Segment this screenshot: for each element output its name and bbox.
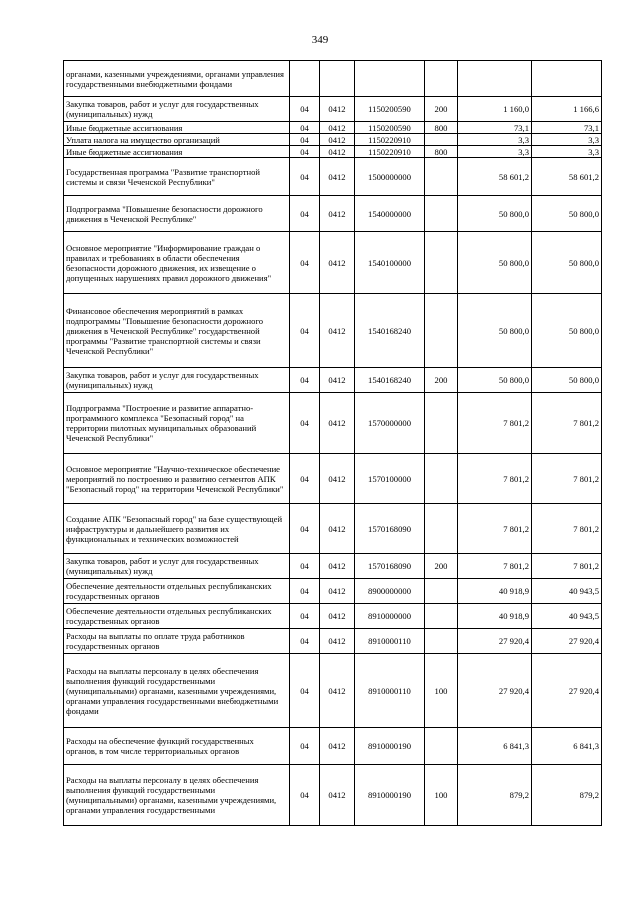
expense-type-cell — [425, 393, 458, 454]
target-article-cell: 1570000000 — [355, 393, 425, 454]
item-name-cell: органами, казенными учреждениями, органами управления государственными внебюджетными фондами — [64, 61, 290, 97]
budget-table — [63, 60, 602, 826]
amount-year2-cell: 50 800,0 — [532, 196, 602, 232]
amount-year2-cell: 7 801,2 — [532, 454, 602, 504]
table-row — [64, 294, 602, 368]
subsection-cell: 0412 — [320, 134, 355, 146]
subsection-cell: 0412 — [320, 196, 355, 232]
subsection-cell: 0412 — [320, 504, 355, 554]
table-row — [64, 454, 602, 504]
item-name-cell: Расходы на выплаты персоналу в целях обеспечения выполнения функций государственными (муниципальными) органами, казенными учреждениями, органами управления государственными — [64, 765, 290, 826]
expense-type-cell: 100 — [425, 654, 458, 728]
subsection-cell: 0412 — [320, 654, 355, 728]
subsection-cell: 0412 — [320, 232, 355, 294]
item-name-cell: Основное мероприятие "Научно-техническое обеспечение мероприятий по построению и развитию сегментов АПК "Безопасный город" на территории Чеченской Республики" — [64, 454, 290, 504]
item-name-cell: Закупка товаров, работ и услуг для государственных (муниципальных) нужд — [64, 554, 290, 579]
amount-year2-cell: 7 801,2 — [532, 393, 602, 454]
table-row — [64, 604, 602, 629]
section-cell: 04 — [290, 728, 320, 765]
expense-type-cell: 800 — [425, 146, 458, 158]
amount-year1-cell: 7 801,2 — [458, 393, 532, 454]
target-article-cell: 1540168240 — [355, 294, 425, 368]
item-name-cell: Государственная программа "Развитие транспортной системы и связи Чеченской Республики" — [64, 158, 290, 196]
amount-year1-cell: 27 920,4 — [458, 629, 532, 654]
target-article-cell: 8910000190 — [355, 765, 425, 826]
section-cell — [290, 61, 320, 97]
item-name-cell: Подпрограмма "Повышение безопасности дорожного движения в Чеченской Республике" — [64, 196, 290, 232]
subsection-cell: 0412 — [320, 97, 355, 122]
target-article-cell: 1150200590 — [355, 122, 425, 134]
table-row — [64, 196, 602, 232]
amount-year2-cell: 73,1 — [532, 122, 602, 134]
section-cell: 04 — [290, 232, 320, 294]
target-article-cell: 1570100000 — [355, 454, 425, 504]
amount-year1-cell: 6 841,3 — [458, 728, 532, 765]
subsection-cell: 0412 — [320, 294, 355, 368]
table-row — [64, 134, 602, 146]
amount-year1-cell: 58 601,2 — [458, 158, 532, 196]
subsection-cell — [320, 61, 355, 97]
target-article-cell: 1540000000 — [355, 196, 425, 232]
amount-year2-cell: 879,2 — [532, 765, 602, 826]
target-article-cell: 1500000000 — [355, 158, 425, 196]
item-name-cell: Закупка товаров, работ и услуг для государственных (муниципальных) нужд — [64, 368, 290, 393]
subsection-cell: 0412 — [320, 146, 355, 158]
section-cell: 04 — [290, 196, 320, 232]
subsection-cell: 0412 — [320, 579, 355, 604]
target-article-cell: 1540100000 — [355, 232, 425, 294]
page-number: 349 — [311, 34, 329, 46]
section-cell: 04 — [290, 504, 320, 554]
amount-year1-cell: 1 160,0 — [458, 97, 532, 122]
target-article-cell: 8910000110 — [355, 654, 425, 728]
amount-year1-cell: 3,3 — [458, 146, 532, 158]
amount-year2-cell: 50 800,0 — [532, 294, 602, 368]
target-article-cell: 8910000000 — [355, 604, 425, 629]
section-cell: 04 — [290, 604, 320, 629]
section-cell: 04 — [290, 554, 320, 579]
amount-year2-cell: 3,3 — [532, 134, 602, 146]
item-name-cell: Обеспечение деятельности отдельных республиканских государственных органов — [64, 579, 290, 604]
table-row — [64, 654, 602, 728]
target-article-cell: 1150220910 — [355, 134, 425, 146]
amount-year2-cell: 7 801,2 — [532, 504, 602, 554]
subsection-cell: 0412 — [320, 765, 355, 826]
section-cell: 04 — [290, 122, 320, 134]
target-article-cell: 1150200590 — [355, 97, 425, 122]
table-row — [64, 504, 602, 554]
target-article-cell: 8910000110 — [355, 629, 425, 654]
table-row — [64, 629, 602, 654]
expense-type-cell — [425, 294, 458, 368]
expense-type-cell: 200 — [425, 368, 458, 393]
item-name-cell: Обеспечение деятельности отдельных республиканских государственных органов — [64, 604, 290, 629]
section-cell: 04 — [290, 393, 320, 454]
section-cell: 04 — [290, 134, 320, 146]
expense-type-cell — [425, 454, 458, 504]
item-name-cell: Уплата налога на имущество организаций — [64, 134, 290, 146]
section-cell: 04 — [290, 146, 320, 158]
amount-year1-cell: 7 801,2 — [458, 454, 532, 504]
section-cell: 04 — [290, 765, 320, 826]
amount-year1-cell: 40 918,9 — [458, 579, 532, 604]
item-name-cell: Расходы на выплаты по оплате труда работников государственных органов — [64, 629, 290, 654]
table-row — [64, 146, 602, 158]
section-cell: 04 — [290, 579, 320, 604]
item-name-cell: Основное мероприятие "Информирование граждан о правилах и требованиях в области обеспечения безопасности дорожного движения, их извещение о допущенных нарушениях правил дорожного движения" — [64, 232, 290, 294]
amount-year2-cell: 1 166,6 — [532, 97, 602, 122]
table-row — [64, 97, 602, 122]
target-article-cell: 8900000000 — [355, 579, 425, 604]
amount-year2-cell: 40 943,5 — [532, 604, 602, 629]
item-name-cell: Создание АПК "Безопасный город" на базе существующей инфраструктуры и дальнейшего развития их функциональных и технических возможностей — [64, 504, 290, 554]
amount-year1-cell: 73,1 — [458, 122, 532, 134]
amount-year2-cell: 27 920,4 — [532, 654, 602, 728]
target-article-cell: 1570168090 — [355, 554, 425, 579]
expense-type-cell — [425, 61, 458, 97]
budget-table-body — [64, 61, 602, 826]
expense-type-cell: 200 — [425, 554, 458, 579]
section-cell: 04 — [290, 97, 320, 122]
amount-year2-cell: 3,3 — [532, 146, 602, 158]
expense-type-cell — [425, 134, 458, 146]
section-cell: 04 — [290, 294, 320, 368]
amount-year2-cell: 50 800,0 — [532, 232, 602, 294]
target-article-cell: 1570168090 — [355, 504, 425, 554]
amount-year2-cell — [532, 61, 602, 97]
table-row — [64, 728, 602, 765]
amount-year1-cell — [458, 61, 532, 97]
target-article-cell: 8910000190 — [355, 728, 425, 765]
table-row — [64, 765, 602, 826]
amount-year1-cell: 7 801,2 — [458, 554, 532, 579]
amount-year1-cell: 50 800,0 — [458, 196, 532, 232]
expense-type-cell: 800 — [425, 122, 458, 134]
amount-year2-cell: 7 801,2 — [532, 554, 602, 579]
expense-type-cell — [425, 196, 458, 232]
item-name-cell: Расходы на выплаты персоналу в целях обеспечения выполнения функций государственными (муниципальными) органами, казенными учреждениями, органами управления государственными внебюджетными фондами — [64, 654, 290, 728]
table-row — [64, 393, 602, 454]
expense-type-cell: 100 — [425, 765, 458, 826]
expense-type-cell — [425, 232, 458, 294]
item-name-cell: Иные бюджетные ассигнования — [64, 122, 290, 134]
amount-year2-cell: 50 800,0 — [532, 368, 602, 393]
amount-year1-cell: 27 920,4 — [458, 654, 532, 728]
amount-year2-cell: 6 841,3 — [532, 728, 602, 765]
section-cell: 04 — [290, 629, 320, 654]
table-row — [64, 554, 602, 579]
amount-year1-cell: 7 801,2 — [458, 504, 532, 554]
section-cell: 04 — [290, 654, 320, 728]
amount-year1-cell: 50 800,0 — [458, 232, 532, 294]
subsection-cell: 0412 — [320, 454, 355, 504]
amount-year1-cell: 879,2 — [458, 765, 532, 826]
item-name-cell: Финансовое обеспечения мероприятий в рамках подпрограммы "Повышение безопасности дорожного движения в Чеченской Республике" государственной программы "Развитие транспортной системы и связи Чеченской Республики" — [64, 294, 290, 368]
amount-year1-cell: 40 918,9 — [458, 604, 532, 629]
expense-type-cell — [425, 579, 458, 604]
item-name-cell: Подпрограмма "Построение и развитие аппаратно-программного комплекса "Безопасный город" на территории пилотных муниципальных образований Чеченской Республики" — [64, 393, 290, 454]
item-name-cell: Закупка товаров, работ и услуг для государственных (муниципальных) нужд — [64, 97, 290, 122]
table-row — [64, 368, 602, 393]
item-name-cell: Расходы на обеспечение функций государственных органов, в том числе территориальных органов — [64, 728, 290, 765]
amount-year1-cell: 50 800,0 — [458, 294, 532, 368]
expense-type-cell — [425, 504, 458, 554]
target-article-cell: 1150220910 — [355, 146, 425, 158]
table-row — [64, 122, 602, 134]
item-name-cell: Иные бюджетные ассигнования — [64, 146, 290, 158]
expense-type-cell — [425, 629, 458, 654]
table-row — [64, 579, 602, 604]
subsection-cell: 0412 — [320, 728, 355, 765]
amount-year2-cell: 27 920,4 — [532, 629, 602, 654]
amount-year2-cell: 58 601,2 — [532, 158, 602, 196]
target-article-cell: 1540168240 — [355, 368, 425, 393]
section-cell: 04 — [290, 158, 320, 196]
subsection-cell: 0412 — [320, 122, 355, 134]
table-row — [64, 61, 602, 97]
expense-type-cell — [425, 604, 458, 629]
subsection-cell: 0412 — [320, 393, 355, 454]
subsection-cell: 0412 — [320, 629, 355, 654]
table-row — [64, 232, 602, 294]
expense-type-cell — [425, 728, 458, 765]
expense-type-cell: 200 — [425, 97, 458, 122]
section-cell: 04 — [290, 454, 320, 504]
target-article-cell — [355, 61, 425, 97]
subsection-cell: 0412 — [320, 554, 355, 579]
table-row — [64, 158, 602, 196]
subsection-cell: 0412 — [320, 158, 355, 196]
expense-type-cell — [425, 158, 458, 196]
subsection-cell: 0412 — [320, 368, 355, 393]
subsection-cell: 0412 — [320, 604, 355, 629]
amount-year2-cell: 40 943,5 — [532, 579, 602, 604]
amount-year1-cell: 3,3 — [458, 134, 532, 146]
section-cell: 04 — [290, 368, 320, 393]
amount-year1-cell: 50 800,0 — [458, 368, 532, 393]
